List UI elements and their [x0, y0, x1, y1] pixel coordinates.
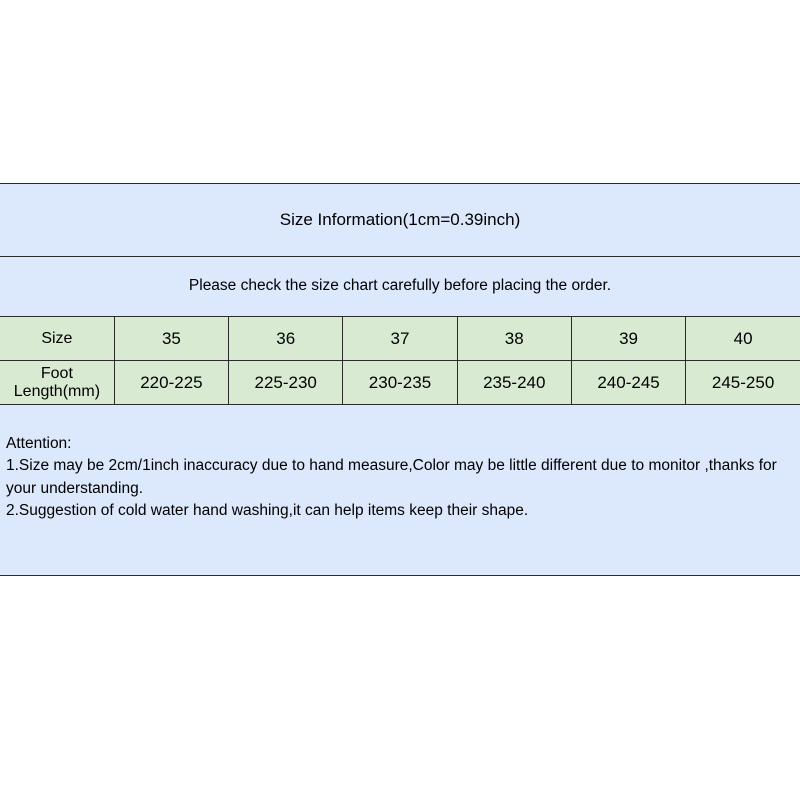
attention-section	[0, 405, 800, 575]
table-header-35: 35	[114, 317, 228, 361]
size-table	[0, 317, 800, 405]
attention-note-2: 2.Suggestion of cold water hand washing,it can help items keep their shape.	[6, 502, 529, 520]
table-header-39: 39	[571, 317, 685, 361]
table-cell-foot-length-37: 230-235	[343, 361, 457, 405]
table-cell-foot-length-35: 220-225	[114, 361, 228, 405]
table-row-label-foot-length: Foot Length(mm)	[0, 361, 114, 405]
table-cell-foot-length-38: 235-240	[457, 361, 571, 405]
table-header-size: Size	[0, 317, 114, 361]
table-header-38: 38	[457, 317, 571, 361]
chart-subtitle: Please check the size chart carefully before placing the order.	[188, 276, 612, 294]
table-cell-foot-length-40: 245-250	[686, 361, 800, 405]
table-cell-foot-length-39: 240-245	[571, 361, 685, 405]
attention-note-1: 1.Size may be 2cm/1inch inaccuracy due to hand measure,Color may be little different due to monitor ,thanks for your understanding.	[6, 457, 782, 497]
table-row	[0, 361, 800, 405]
table-header-40: 40	[686, 317, 800, 361]
chart-title-row	[0, 184, 800, 257]
size-chart-container	[0, 183, 800, 576]
table-header-36: 36	[229, 317, 343, 361]
table-cell-foot-length-36: 225-230	[229, 361, 343, 405]
page-title: Size Information(1cm=0.39inch)	[279, 210, 521, 229]
chart-subtitle-row	[0, 257, 800, 317]
table-row-header	[0, 317, 800, 361]
table-header-37: 37	[343, 317, 457, 361]
attention-heading: Attention:	[6, 435, 72, 452]
